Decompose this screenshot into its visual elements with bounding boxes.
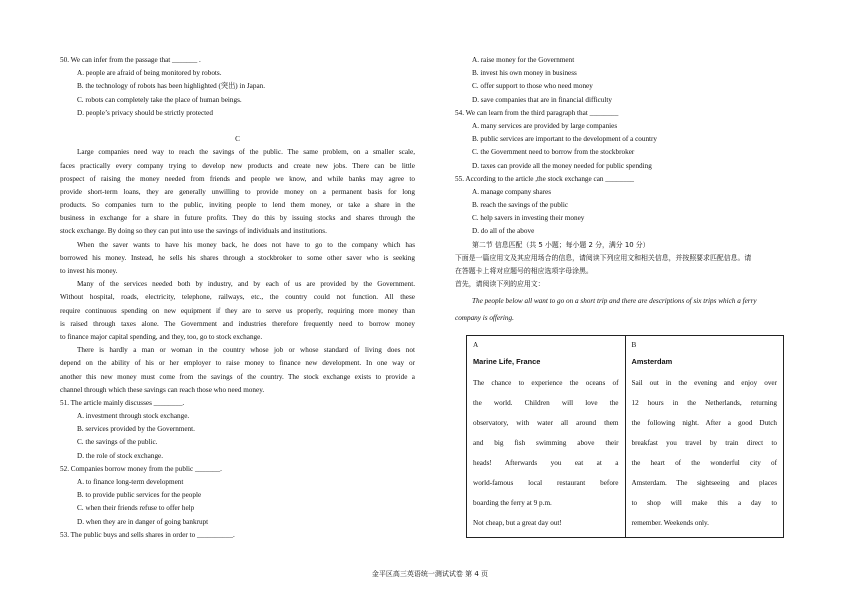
- q51-option-c: C. the savings of the public.: [77, 438, 158, 447]
- q50-option-d: D. people’s privacy should be strictly protected: [77, 108, 213, 117]
- trip-line: Sail out in the evening and enjoy over: [631, 379, 777, 387]
- trip-line: remember. Weekends only.: [631, 519, 709, 527]
- q54-option-c: C. the Government need to borrow from the stockbroker: [472, 148, 635, 157]
- question-51-stem: 51. The article mainly discusses ________.: [60, 398, 185, 407]
- trip-line: Amsterdam. The sightseeing and places: [631, 479, 777, 487]
- passage-line: to finance major capital spending, and they, too, go to stock exchange.: [60, 332, 263, 341]
- q54-option-a: A. many services are provided by large companies: [472, 121, 618, 130]
- trip-line: world-famous local restaurant before: [473, 479, 619, 487]
- trip-cell-b: [625, 336, 784, 538]
- question-53-stem: 53. The public buys and sells shares in order to __________.: [60, 530, 235, 539]
- trip-line: observatory, with water all around them: [473, 419, 619, 427]
- q54-option-d: D. taxes can provide all the money needed for public spending: [472, 161, 652, 170]
- passage-line: depend on the ability of his or her employer to raise money to finance new development. In one way or: [60, 359, 415, 368]
- right-column: [455, 54, 807, 325]
- question-52-stem: 52. Companies borrow money from the public _______.: [60, 464, 222, 473]
- passage-line: require continuous spending on new equipment if they are to serve us properly, requiring more money than: [60, 306, 415, 315]
- trip-line: heads! Afterwards you eat at a: [473, 459, 619, 467]
- question-54-stem: 54. We can learn from the third paragraph that ________: [455, 108, 619, 117]
- passage-line: prospect of raising the money needed from friends and people we know, and while banks may agree to: [60, 174, 415, 183]
- q53-option-b: B. invest his own money in business: [472, 69, 577, 78]
- q50-option-b: B. the technology of robots has been highlighted (突出) in Japan.: [77, 82, 266, 91]
- trip-line: boarding the ferry at 9 p.m.: [473, 499, 552, 507]
- spacer: [60, 120, 415, 133]
- q53-option-c: C. offer support to those who need money: [472, 82, 593, 91]
- q55-option-a: A. manage company shares: [472, 187, 552, 196]
- q52-option-d: D. when they are in danger of going bankrupt: [77, 517, 209, 526]
- left-column: [60, 54, 415, 542]
- trip-line: breakfast you travel by train direct to: [631, 439, 777, 447]
- q50-option-c: C. robots can completely take the place of human beings.: [77, 95, 242, 104]
- section-2-heading: 第二节 信息匹配（共 5 小题；每小题 2 分，满分 10 分）: [472, 240, 650, 249]
- q55-option-b: B. reach the savings of the public: [472, 201, 569, 210]
- trip-line: the following night. After a good Dutch: [631, 419, 777, 427]
- trip-line: and big fish swimming above their: [473, 439, 619, 447]
- trip-title: Amsterdam: [631, 357, 673, 366]
- passage-line: to invest his money.: [60, 267, 118, 275]
- instructions-line: 首先，请阅读下列的应用文：: [455, 280, 545, 289]
- q55-option-d: D. do all of the above: [472, 227, 535, 236]
- trips-table: [466, 335, 784, 538]
- passage-line: stock exchange. By doing so they can put into use the savings of individuals and institutions.: [60, 227, 327, 236]
- question-55-stem: 55. According to the article ,the stock exchange can ________: [455, 174, 635, 183]
- trip-cell-a: [467, 336, 626, 538]
- trip-intro-line: The people below all want to go on a short trip and there are descriptions of six trips which a ferry: [472, 297, 757, 306]
- passage-line: borrowed his money. Instead, he sells his shares through a stockbroker to some other saver who is seeking: [60, 253, 415, 262]
- section-letter-c: C: [235, 135, 240, 144]
- passage-line: Many of the services needed both by industry, and by each of us are provided by the Government.: [77, 280, 415, 289]
- trip-line: The chance to experience the oceans of: [473, 379, 619, 387]
- passage-line: business in exchange for a share in future profits. They do this by issuing stocks and shares through the: [60, 214, 415, 223]
- passage-line: products. So companies turn to the public, inviting people to lend them money, or take a share in the: [60, 201, 415, 210]
- passage-line: is raised through taxes alone. The Government and industries therefore frequently need to borrow money: [60, 319, 415, 328]
- trip-letter: A: [473, 341, 479, 349]
- trip-line: the world. Children will love the: [473, 399, 619, 407]
- question-50-stem: 50. We can infer from the passage that _______ .: [60, 56, 201, 64]
- trip-title: Marine Life, France: [473, 357, 541, 366]
- page-footer: 金平区高三英语统一测试试卷 第 4 页: [371, 570, 489, 578]
- passage-line: faces practically every company trying to develop new products and create new jobs. There can be little: [60, 161, 415, 170]
- q55-option-c: C. help savers in investing their money: [472, 214, 585, 223]
- q52-option-b: B. to provide public services for the people: [77, 491, 202, 500]
- trip-line: to shop will make this a day to: [631, 499, 777, 507]
- q51-option-d: D. the role of stock exchange.: [77, 451, 164, 460]
- passage-line: Without hospital, roads, electricity, telephone, railways, etc., the country could not function. All these: [60, 293, 415, 302]
- q52-option-c: C. when their friends refuse to offer help: [77, 504, 195, 513]
- passage-line: Large companies need way to reach the savings of the public. The same problem, on a smaller scale,: [77, 148, 415, 157]
- passage-line: another this new money must come from the savings of the country. The stock exchange exists to provide a: [60, 372, 415, 381]
- passage-line: When the saver wants to have his money back, he does not have to go to the company which has: [77, 240, 415, 249]
- passage-line: channel through which these savings can reach those who need money.: [60, 385, 265, 394]
- q51-option-a: A. investment through stock exchange.: [77, 412, 190, 421]
- trip-letter: B: [631, 341, 637, 349]
- q52-option-a: A. to finance long-term development: [77, 478, 184, 486]
- q54-option-b: B. public services are important to the development of a country: [472, 135, 658, 144]
- instructions-line: 在答题卡上将对应题号的相应选项字母涂黑。: [455, 267, 593, 275]
- trip-line: the heart of the wonderful city of: [631, 459, 777, 467]
- q53-option-d: D. save companies that are in financial difficulty: [472, 95, 612, 104]
- q51-option-b: B. services provided by the Government.: [77, 425, 195, 434]
- q50-option-a: A. people are afraid of being monitored by robots.: [77, 69, 222, 78]
- q53-option-a: A. raise money for the Government: [472, 56, 575, 64]
- passage-line: provide short-term loans, they are generally unwilling to provide money on a permanent basis for long: [60, 187, 415, 196]
- trip-intro-line: company is offering.: [455, 314, 514, 323]
- trip-line: Not cheap, but a great day out!: [473, 519, 562, 527]
- instructions-line: 下面是一篇应用文及其应用场合的信息，请阅读下列应用文和相关信息，并按照要求匹配信息。请: [455, 253, 752, 262]
- passage-line: There is hardly a man or woman in the country whose job or whose standard of living does not: [77, 346, 415, 355]
- trip-line: 12 hours in the Netherlands, returning: [631, 399, 777, 407]
